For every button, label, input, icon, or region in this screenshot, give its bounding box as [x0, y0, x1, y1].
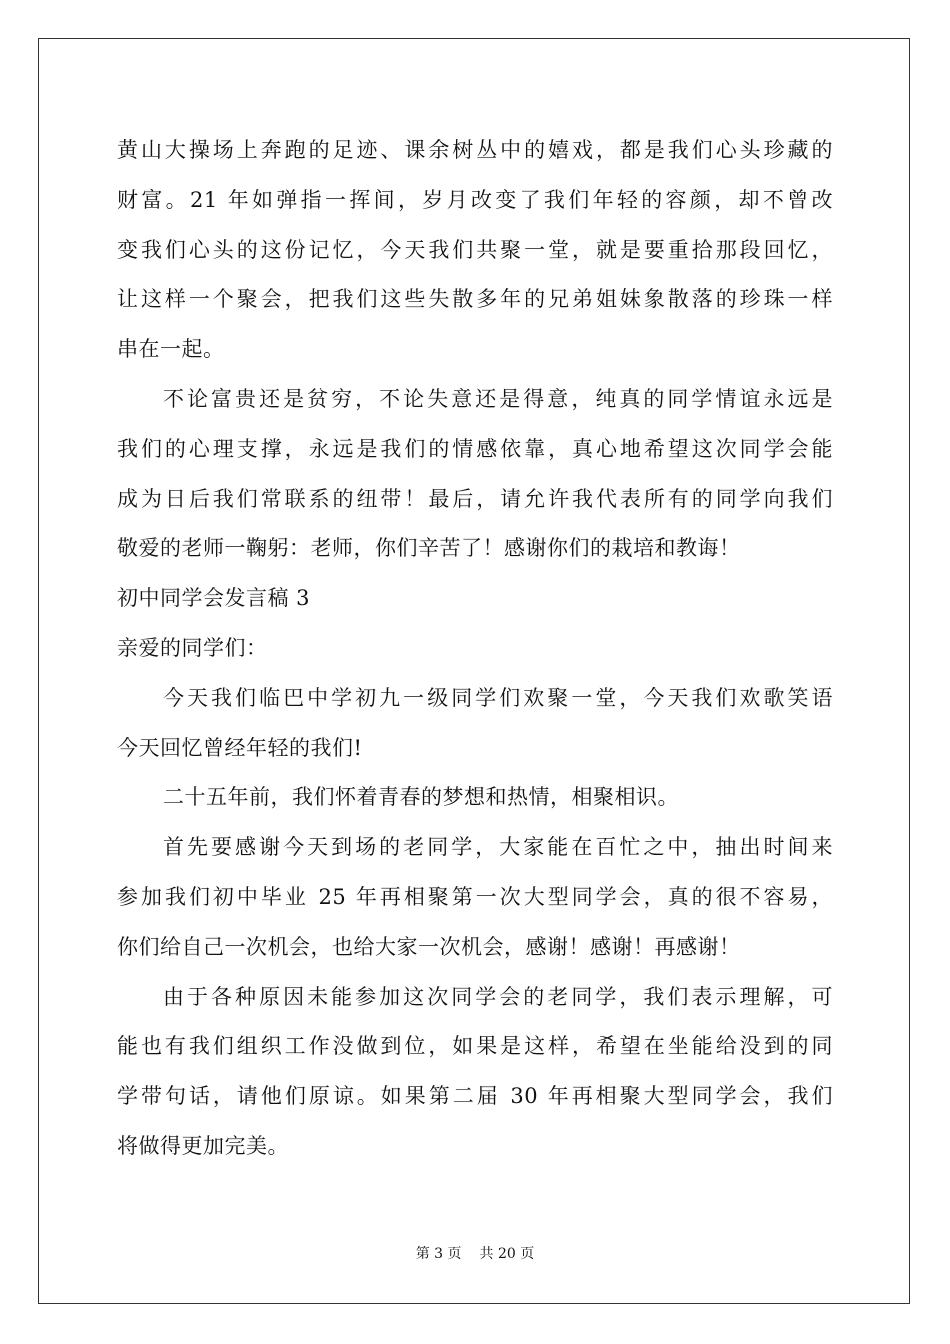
- page-footer: [0, 1243, 950, 1263]
- text-line: 你们给自己一次机会，也给大家一次机会，感谢！感谢！再感谢！: [117, 934, 741, 959]
- text-line: 参加我们初中毕业 25 年再相聚第一次大型同学会，真的很不容易，: [117, 884, 833, 909]
- text-line: 首先要感谢今天到场的老同学，大家能在百忙之中，抽出时间来: [163, 835, 833, 860]
- text-line: 二十五年前，我们怀着青春的梦想和热情，相聚相识。: [163, 785, 679, 810]
- text-line: 能也有我们组织工作没做到位，如果是这样，希望在坐能给没到的同: [117, 1034, 833, 1059]
- text-line: 变我们心头的这份记忆，今天我们共聚一堂，就是要重拾那段回忆，: [117, 237, 833, 262]
- text-line: 让这样一个聚会，把我们这些失散多年的兄弟姐妹象散落的珍珠一样: [117, 287, 833, 312]
- text-line: 不论富贵还是贫穷，不论失意还是得意，纯真的同学情谊永远是: [163, 386, 833, 411]
- text-line: 今天回忆曾经年轻的我们!: [117, 735, 363, 760]
- text-line: 黄山大操场上奔跑的足迹、课余树丛中的嬉戏，都是我们心头珍藏的: [117, 138, 833, 162]
- document-body: [117, 126, 833, 1172]
- text-line: 今天我们临巴中学初九一级同学们欢聚一堂，今天我们欢歌笑语: [163, 685, 833, 710]
- text-line: 财富。21 年如弹指一挥间，岁月改变了我们年轻的容颜，却不曾改: [117, 187, 833, 212]
- text-line: 亲爱的同学们：: [117, 635, 268, 660]
- text-line: 初中同学会发言稿 3: [117, 586, 311, 611]
- page-number: 第 3 页: [415, 1246, 462, 1262]
- text-line: 学带句话，请他们原谅。如果第二届 30 年再相聚大型同学会，我们: [117, 1084, 833, 1109]
- text-line: 将做得更加完美。: [117, 1133, 289, 1158]
- text-line: 敬爱的老师一鞠躬：老师，你们辛苦了！感谢你们的栽培和教诲！: [117, 536, 741, 561]
- text-line: 我们的心理支撑，永远是我们的情感依靠，真心地希望这次同学会能: [117, 436, 833, 461]
- text-line: 成为日后我们常联系的纽带！最后，请允许我代表所有的同学向我们: [117, 486, 833, 511]
- text-line: 由于各种原因未能参加这次同学会的老同学，我们表示理解，可: [163, 984, 833, 1009]
- page-total: 共 20 页: [479, 1246, 535, 1262]
- text-line: 串在一起。: [117, 337, 225, 362]
